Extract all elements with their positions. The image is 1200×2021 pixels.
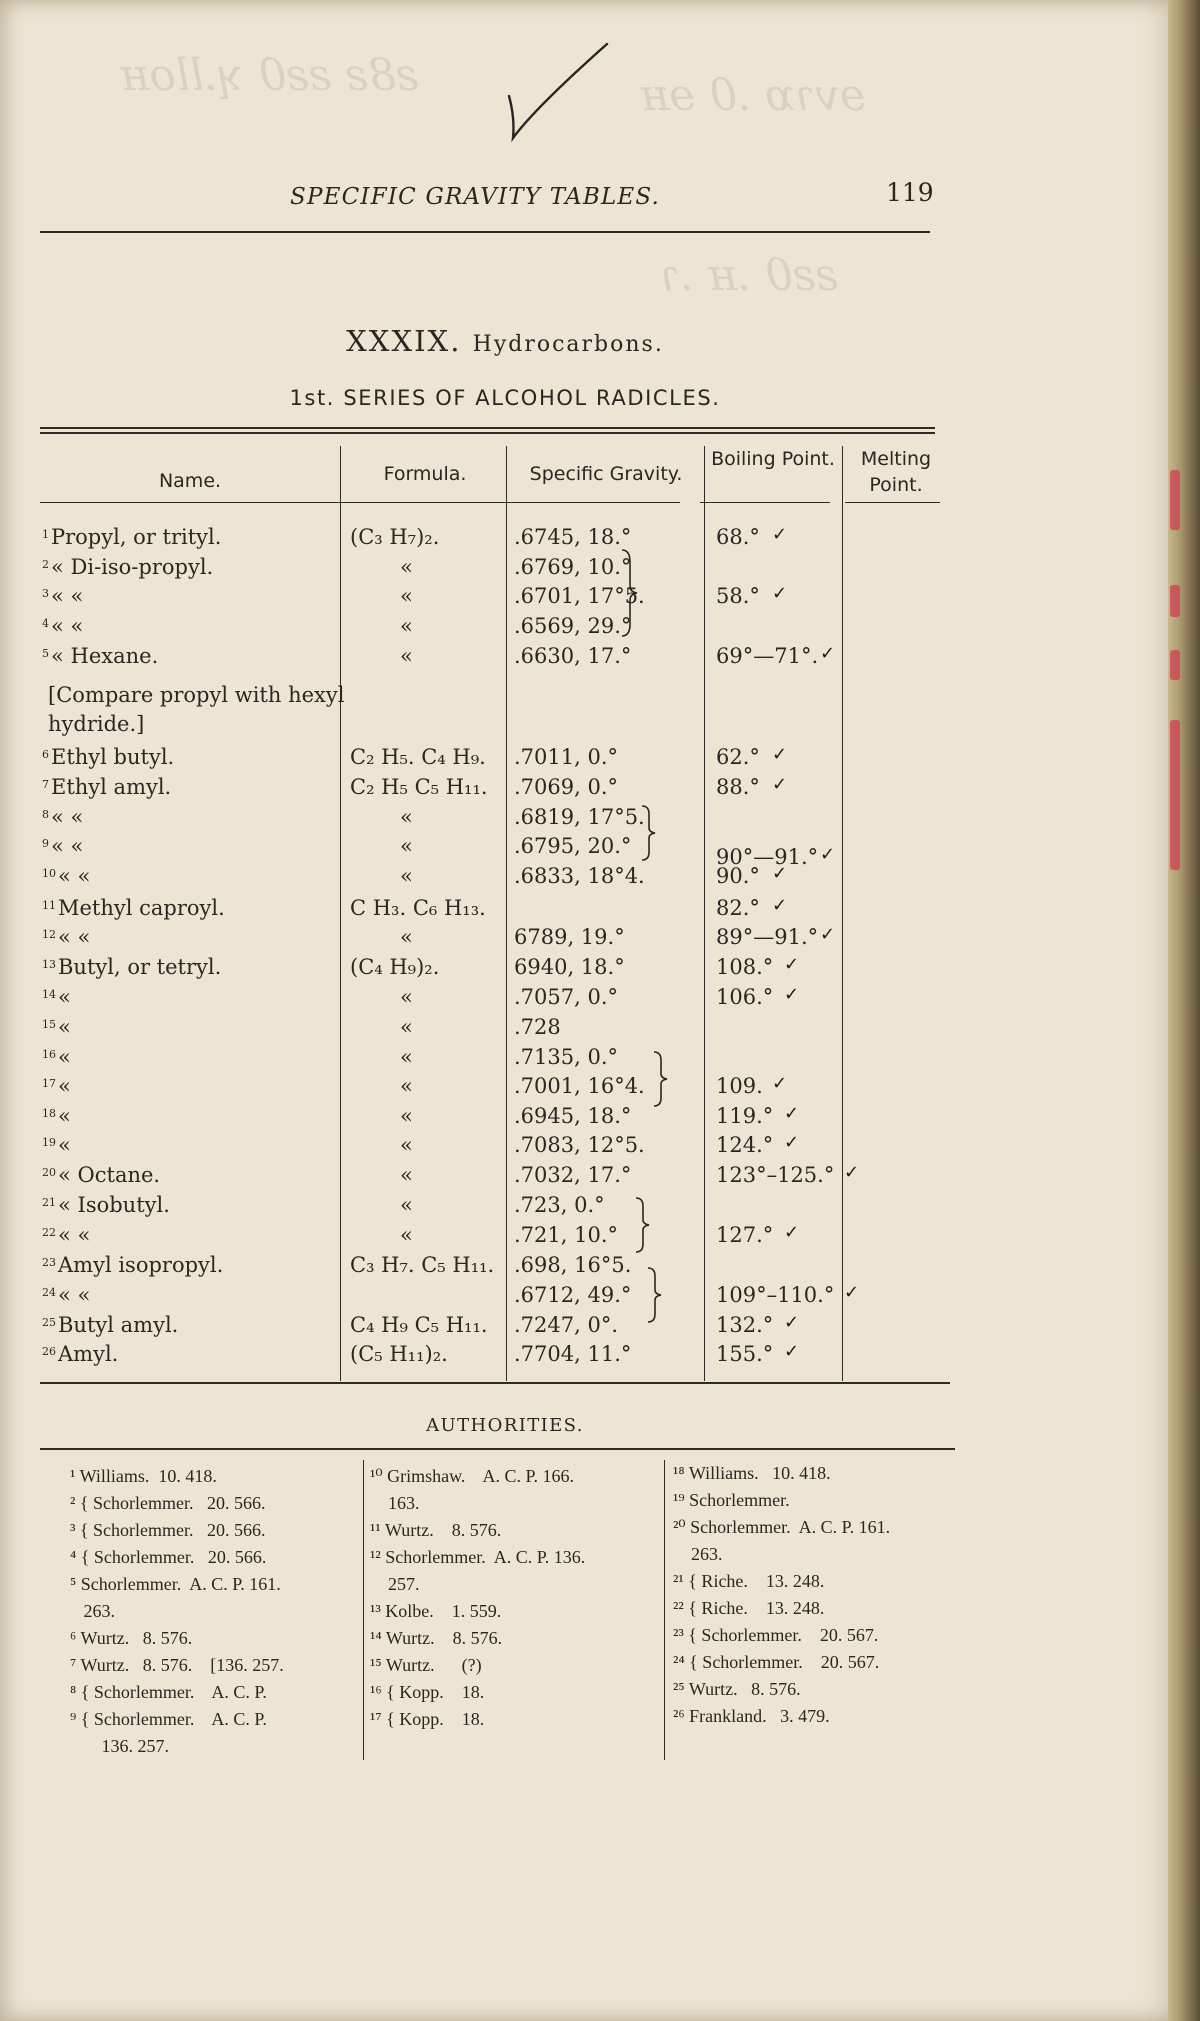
authority-entry: ¹⁵ Wurtz. (?) (370, 1655, 482, 1675)
pencil-check-icon: ✓ (772, 744, 788, 765)
authorities-title: AUTHORITIES. (426, 1415, 584, 1436)
row-formula: « (400, 1193, 413, 1217)
column-divider (664, 1460, 665, 1760)
authority-entry: ¹⁸ Williams. 10. 418. (673, 1463, 831, 1483)
authority-entry: 136. 257. (70, 1736, 169, 1756)
row-specific-gravity: .6745, 18.° (514, 525, 632, 549)
row-boiling-point: 69°—71°. (716, 644, 819, 668)
row-specific-gravity: .6569, 29.° (514, 614, 632, 638)
row-name: $^9$« « (42, 834, 84, 858)
row-boiling-point: 89°—91.° (716, 925, 819, 949)
row-formula: C₂ H₅. C₄ H₉. (350, 745, 486, 769)
row-name: $^8$« « (42, 805, 84, 829)
pencil-check-icon: ✓ (784, 1341, 800, 1362)
row-specific-gravity: .7704, 11.° (514, 1342, 632, 1366)
header-name: Name. (158, 470, 222, 492)
row-boiling-point: 68.° (716, 525, 760, 549)
pencil-check-icon: ✓ (772, 895, 788, 916)
header-underline (700, 502, 830, 503)
authority-entry: ⁵ Schorlemmer. A. C. P. 161. (70, 1574, 281, 1594)
row-formula: « (400, 864, 413, 888)
row-formula: « (400, 1074, 413, 1098)
bleed-through: ɘvɿɒ .0 ɘʜ (640, 70, 866, 121)
row-boiling-point: 132.° (716, 1313, 774, 1337)
row-name: $^{23}$Amyl isopropyl. (42, 1253, 224, 1277)
row-formula: C₂ H₅ C₅ H₁₁. (350, 775, 488, 799)
table-top-rule (40, 432, 935, 434)
bleed-through: ƨƨ0 .ʜ .ɿ (660, 250, 839, 301)
row-specific-gravity: .698, 16°5. (514, 1253, 632, 1277)
brace-icon (640, 804, 660, 862)
section-subtitle: 1st. SERIES OF ALCOHOL RADICLES. (289, 386, 721, 410)
authority-entry: ¹ Williams. 10. 418. (70, 1466, 217, 1486)
authority-entry: ¹⁹ Schorlemmer. (673, 1490, 790, 1510)
row-specific-gravity: .7057, 0.° (514, 985, 619, 1009)
row-formula: « (400, 644, 413, 668)
row-formula: C H₃. C₆ H₁₃. (350, 896, 486, 920)
column-divider (340, 446, 341, 1381)
authority-entry: ¹² Schorlemmer. A. C. P. 136. (370, 1547, 586, 1567)
row-formula: « (400, 1015, 413, 1039)
row-name: $^6$Ethyl butyl. (42, 745, 175, 769)
row-formula: « (400, 1045, 413, 1069)
pencil-check-icon: ✓ (784, 1222, 800, 1243)
authorities-rule (40, 1448, 955, 1450)
pencil-check-icon: ✓ (772, 774, 788, 795)
row-formula: « (400, 805, 413, 829)
row-name: $^7$Ethyl amyl. (42, 775, 172, 799)
row-boiling-point: 88.° (716, 775, 760, 799)
pencil-check-icon: ✓ (844, 1162, 860, 1183)
pencil-check-icon: ✓ (772, 524, 788, 545)
row-specific-gravity: .6945, 18.° (514, 1104, 632, 1128)
row-boiling-point: 82.° (716, 896, 760, 920)
header-underline (845, 502, 940, 503)
row-specific-gravity: .6712, 49.° (514, 1283, 632, 1307)
row-name: $^{15}$« (42, 1015, 71, 1039)
row-name: $^{21}$« Isobutyl. (42, 1193, 170, 1217)
row-formula: « (400, 555, 413, 579)
pencil-check-icon: ✓ (772, 863, 788, 884)
row-specific-gravity: .6769, 10.° (514, 555, 632, 579)
pencil-check-icon: ✓ (820, 643, 836, 664)
header-melting-point: Melting Point. (860, 448, 932, 496)
page-number: 119 (886, 178, 934, 207)
brace-icon (646, 1266, 666, 1324)
row-specific-gravity: .6795, 20.° (514, 834, 632, 858)
section-name: Hydrocarbons. (472, 332, 664, 357)
row-name: $^{18}$« (42, 1104, 71, 1128)
pencil-check-icon: ✓ (844, 1282, 860, 1303)
column-divider (363, 1460, 364, 1760)
pencil-check-icon: ✓ (784, 954, 800, 975)
row-boiling-point: 109°–110.° (716, 1283, 835, 1307)
row-name: $^{26}$Amyl. (42, 1342, 119, 1366)
row-formula: « (400, 1104, 413, 1128)
pencil-check-icon: ✓ (772, 583, 788, 604)
row-formula: « (400, 925, 413, 949)
authorities-col1 (70, 1463, 284, 1760)
row-specific-gravity: .6819, 17°5. (514, 805, 645, 829)
row-formula: (C₅ H₁₁)₂. (350, 1342, 448, 1366)
authority-entry: 263. (673, 1544, 723, 1564)
row-specific-gravity: .7135, 0.° (514, 1045, 619, 1069)
row-formula: « (400, 584, 413, 608)
margin-mark (1170, 470, 1180, 530)
table-top-rule (40, 427, 935, 429)
pencil-check-icon: ✓ (784, 984, 800, 1005)
running-title: SPECIFIC GRAVITY TABLES. (290, 184, 661, 210)
row-boiling-point: 108.° (716, 955, 774, 979)
row-name: $^{10}$« « (42, 864, 91, 888)
row-specific-gravity: .6833, 18°4. (514, 864, 645, 888)
row-name: $^{20}$« Octane. (42, 1163, 161, 1187)
row-name: $^{16}$« (42, 1045, 71, 1069)
row-formula: « (400, 1223, 413, 1247)
row-specific-gravity: .7083, 12°5. (514, 1133, 645, 1157)
row-name: [Compare propyl with hexyl (48, 683, 345, 707)
authority-entry: 163. (370, 1493, 420, 1513)
row-boiling-point: 119.° (716, 1104, 774, 1128)
row-boiling-point: 106.° (716, 985, 774, 1009)
row-formula: « (400, 985, 413, 1009)
authority-entry: ²⁴ { Schorlemmer. 20. 567. (673, 1652, 880, 1672)
header-rule (40, 231, 930, 233)
row-name: $^{12}$« « (42, 925, 91, 949)
brace-icon (652, 1050, 672, 1108)
column-divider (506, 446, 507, 1381)
table-bottom-rule (40, 1382, 950, 1384)
pencil-check-icon: ✓ (784, 1103, 800, 1124)
row-name: $^1$Propyl, or trityl. (42, 525, 222, 549)
authority-entry: ² { Schorlemmer. 20. 566. (70, 1493, 266, 1513)
row-boiling-point: 127.° (716, 1223, 774, 1247)
row-boiling-point: 109. (716, 1074, 763, 1098)
row-specific-gravity: .7011, 0.° (514, 745, 619, 769)
row-name: $^{22}$« « (42, 1223, 91, 1247)
row-formula: « (400, 1133, 413, 1157)
row-name: $^2$« Di-iso-propyl. (42, 555, 214, 579)
row-specific-gravity: .7001, 16°4. (514, 1074, 645, 1098)
column-divider (842, 446, 843, 1381)
row-name: $^{13}$Butyl, or tetryl. (42, 955, 222, 979)
row-boiling-point: 90°—91.° (716, 845, 819, 869)
margin-mark (1170, 585, 1180, 617)
row-boiling-point: 124.° (716, 1133, 774, 1157)
row-name: hydride.] (48, 712, 145, 736)
authority-entry: ¹⁷ { Kopp. 18. (370, 1709, 485, 1729)
brace-icon (620, 548, 640, 638)
row-formula: (C₄ H₉)₂. (350, 955, 440, 979)
margin-mark (1170, 720, 1180, 870)
row-name: $^{14}$« (42, 985, 71, 1009)
row-formula: C₃ H₇. C₅ H₁₁. (350, 1253, 495, 1277)
row-specific-gravity: 6940, 18.° (514, 955, 625, 979)
header-specific-gravity: Specific Gravity. (529, 463, 683, 485)
check-mark-icon (495, 38, 615, 148)
row-specific-gravity: .7247, 0°. (514, 1313, 619, 1337)
authority-entry: ⁹ { Schorlemmer. A. C. P. (70, 1709, 267, 1729)
pencil-check-icon: ✓ (784, 1312, 800, 1333)
authority-entry: 257. (370, 1574, 420, 1594)
header-formula: Formula. (383, 463, 467, 485)
row-formula: (C₃ H₇)₂. (350, 525, 440, 549)
row-specific-gravity: .723, 0.° (514, 1193, 605, 1217)
row-name: $^3$« « (42, 584, 84, 608)
section-title: XXXIX. Hydrocarbons. (346, 324, 664, 358)
authority-entry: ²¹ { Riche. 13. 248. (673, 1571, 825, 1591)
row-specific-gravity: .728 (514, 1015, 561, 1039)
authority-entry: ²⁰ Schorlemmer. A. C. P. 161. (673, 1517, 891, 1537)
row-specific-gravity: .6630, 17.° (514, 644, 632, 668)
header-underline (40, 502, 680, 503)
row-name: $^{25}$Butyl amyl. (42, 1313, 179, 1337)
pencil-check-icon: ✓ (784, 1132, 800, 1153)
row-boiling-point: 58.° (716, 584, 760, 608)
row-specific-gravity: .7069, 0.° (514, 775, 619, 799)
pencil-check-icon: ✓ (772, 1073, 788, 1094)
row-name: $^{17}$« (42, 1074, 71, 1098)
margin-mark (1170, 650, 1180, 680)
row-formula: « (400, 614, 413, 638)
authority-entry: ⁴ { Schorlemmer. 20. 566. (70, 1547, 267, 1567)
row-boiling-point: 62.° (716, 745, 760, 769)
brace-icon (634, 1196, 654, 1254)
authority-entry: 263. (70, 1601, 115, 1621)
authority-entry: ⁸ { Schorlemmer. A. C. P. (70, 1682, 267, 1702)
column-divider (704, 446, 705, 1381)
header-boiling-point: Boiling Point. (711, 448, 835, 470)
authority-entry: ²⁵ Wurtz. 8. 576. (673, 1679, 801, 1699)
authority-entry: ¹¹ Wurtz. 8. 576. (370, 1520, 502, 1540)
authority-entry: ¹⁶ { Kopp. 18. (370, 1682, 485, 1702)
row-specific-gravity: 6789, 19.° (514, 925, 625, 949)
row-boiling-point: 90.° (716, 864, 760, 888)
row-specific-gravity: .6701, 17°5. (514, 584, 645, 608)
authority-entry: ²⁶ Frankland. 3. 479. (673, 1706, 830, 1726)
bleed-through: ƨ8ƨ ƨƨ0 ʞ.lloʜ (120, 50, 419, 101)
row-boiling-point: 155.° (716, 1342, 774, 1366)
row-name: $^{19}$« (42, 1133, 71, 1157)
row-name: $^5$« Hexane. (42, 644, 159, 668)
pencil-check-icon: ✓ (820, 844, 836, 865)
authorities-col3 (673, 1460, 890, 1730)
authority-entry: ²³ { Schorlemmer. 20. 567. (673, 1625, 879, 1645)
pencil-check-icon: ✓ (820, 924, 836, 945)
row-boiling-point: 123°–125.° (716, 1163, 835, 1187)
authority-entry: ¹⁰ Grimshaw. A. C. P. 166. (370, 1466, 574, 1486)
row-specific-gravity: .721, 10.° (514, 1223, 619, 1247)
authority-entry: ³ { Schorlemmer. 20. 566. (70, 1520, 266, 1540)
page-edge (1168, 0, 1200, 2021)
row-formula: C₄ H₉ C₅ H₁₁. (350, 1313, 488, 1337)
authority-entry: ¹⁴ Wurtz. 8. 576. (370, 1628, 503, 1648)
authority-entry: ⁷ Wurtz. 8. 576. [136. 257. (70, 1655, 284, 1675)
row-specific-gravity: .7032, 17.° (514, 1163, 632, 1187)
row-formula: « (400, 1163, 413, 1187)
authority-entry: ²² { Riche. 13. 248. (673, 1598, 825, 1618)
row-name: $^4$« « (42, 614, 84, 638)
authority-entry: ⁶ Wurtz. 8. 576. (70, 1628, 193, 1648)
row-formula: « (400, 834, 413, 858)
authority-entry: ¹³ Kolbe. 1. 559. (370, 1601, 502, 1621)
authorities-col2 (370, 1463, 585, 1733)
row-name: $^{24}$« « (42, 1283, 91, 1307)
row-name: $^{11}$Methyl caproyl. (42, 896, 225, 920)
